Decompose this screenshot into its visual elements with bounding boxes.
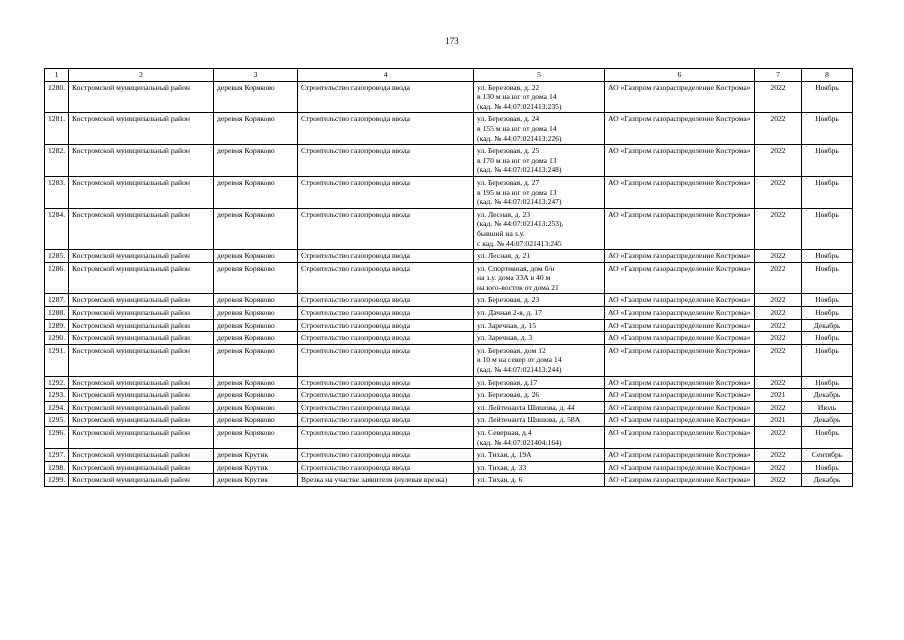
table-row [45,81,853,113]
locality-cell: деревня Коряково [214,262,298,294]
address-cell [474,401,605,414]
address-line: ул. Лейтенанта Шишова, д. 58А [477,415,581,425]
address-cell [474,449,605,462]
year-cell: 2022 [755,449,802,462]
row-number-cell: 1280. [45,81,69,113]
locality-cell: деревня Коряково [214,208,298,249]
address-line: в 195 м на юг от дома 13 [477,187,557,197]
month-cell: Ноябрь [802,427,853,449]
table-row [45,307,853,320]
work-type-cell: Строительство газопровода ввода [298,250,474,263]
address-line: в 10 м на север от дома 14 [477,355,562,365]
address-cell [474,344,605,376]
year-cell: 2022 [755,145,802,177]
header-cell-1: 1 [45,69,69,82]
month-cell: Ноябрь [802,294,853,307]
address-cell [474,427,605,449]
locality-cell: деревня Коряково [214,427,298,449]
district-cell: Костромской муниципальный район [69,176,214,208]
row-number-cell: 1298. [45,461,69,474]
header-cell-6: 6 [605,69,755,82]
organization-cell: АО «Газпром газораспределение Кострома» [605,376,755,389]
month-cell: Ноябрь [802,332,853,345]
locality-cell: деревня Коряково [214,332,298,345]
district-cell: Костромской муниципальный район [69,307,214,320]
row-number-cell: 1294. [45,401,69,414]
district-cell: Костромской муниципальный район [69,474,214,487]
address-line: бывший на з.у. [477,228,525,238]
address-line: (кад. № 44:07:021413:248) [477,165,562,175]
work-type-cell: Строительство газопровода ввода [298,319,474,332]
address-line: в 155 м на юг от дома 14 [477,123,557,133]
address-cell [474,474,605,487]
organization-cell: АО «Газпром газораспределение Кострома» [605,344,755,376]
district-cell: Костромской муниципальный район [69,262,214,294]
work-type-cell: Строительство газопровода ввода [298,449,474,462]
work-type-cell: Строительство газопровода ввода [298,81,474,113]
organization-cell: АО «Газпром газораспределение Кострома» [605,176,755,208]
year-cell: 2022 [755,176,802,208]
year-cell: 2022 [755,344,802,376]
locality-cell: деревня Крутик [214,449,298,462]
row-number-cell: 1293. [45,389,69,402]
district-cell: Костромской муниципальный район [69,414,214,427]
month-cell: Декабрь [802,474,853,487]
month-cell: Ноябрь [802,145,853,177]
address-line: ул. Спортивная, дом б/н [477,263,555,273]
header-cell-3: 3 [214,69,298,82]
district-cell: Костромской муниципальный район [69,427,214,449]
month-cell: Декабрь [802,319,853,332]
table-row [45,427,853,449]
locality-cell: деревня Коряково [214,113,298,145]
work-type-cell: Строительство газопровода ввода [298,145,474,177]
work-type-cell: Строительство газопровода ввода [298,389,474,402]
row-number-cell: 1284. [45,208,69,249]
month-cell: Сентябрь [802,449,853,462]
work-type-cell: Строительство газопровода ввода [298,208,474,249]
address-line: ул. Березовая, д. 26 [477,390,540,400]
address-cell [474,461,605,474]
table-row [45,401,853,414]
address-cell [474,307,605,320]
header-cell-2: 2 [69,69,214,82]
address-line: (кад. № 44:07:021404:164) [477,437,562,447]
year-cell: 2021 [755,389,802,402]
address-line: ул. Дачная 2-я, д. 17 [477,308,542,318]
year-cell: 2022 [755,113,802,145]
address-line: ул. Березовая, д. 24 [477,114,540,124]
address-line: в 170 м на юг от дома 13 [477,155,557,165]
address-line: (кад. № 44:07:021413:235) [477,101,562,111]
month-cell: Декабрь [802,414,853,427]
table-row [45,208,853,249]
district-cell: Костромской муниципальный район [69,389,214,402]
address-line: ул. Тихая, д. 33 [477,462,527,472]
district-cell: Костромской муниципальный район [69,113,214,145]
table-row [45,461,853,474]
table-row [45,113,853,145]
work-type-cell: Строительство газопровода ввода [298,401,474,414]
address-cell [474,176,605,208]
locality-cell: деревня Коряково [214,307,298,320]
organization-cell: АО «Газпром газораспределение Кострома» [605,262,755,294]
table-row [45,145,853,177]
address-cell [474,145,605,177]
locality-cell: деревня Коряково [214,176,298,208]
row-number-cell: 1285. [45,250,69,263]
table-row [45,344,853,376]
table-row [45,294,853,307]
year-cell: 2022 [755,332,802,345]
row-number-cell: 1286. [45,262,69,294]
address-cell [474,319,605,332]
year-cell: 2022 [755,81,802,113]
address-line: ул. Лесная, д. 21 [477,251,531,261]
year-cell: 2022 [755,474,802,487]
organization-cell: АО «Газпром газораспределение Кострома» [605,414,755,427]
row-number-cell: 1296. [45,427,69,449]
organization-cell: АО «Газпром газораспределение Кострома» [605,113,755,145]
month-cell: Декабрь [802,389,853,402]
locality-cell: деревня Коряково [214,81,298,113]
address-line: (кад. № 44:07:021413:253), [477,219,564,229]
work-type-cell: Строительство газопровода ввода [298,461,474,474]
month-cell: Июль [802,401,853,414]
address-line: ул. Березовая, д. 25 [477,146,540,156]
row-number-cell: 1291. [45,344,69,376]
organization-cell: АО «Газпром газораспределение Кострома» [605,319,755,332]
work-type-cell: Строительство газопровода ввода [298,414,474,427]
address-line: ул. Березовая, д.17 [477,377,538,387]
address-cell [474,414,605,427]
address-line: в 130 м на юг от дома 14 [477,92,557,102]
address-line: ул. Березовая, д. 22 [477,82,540,92]
header-row [45,69,853,82]
address-line: на з.у. дома 33А в 40 м [477,273,551,283]
address-line: ул. Березовая, д. 27 [477,177,540,187]
month-cell: Ноябрь [802,461,853,474]
header-cell-4: 4 [298,69,474,82]
organization-cell: АО «Газпром газораспределение Кострома» [605,474,755,487]
address-cell [474,113,605,145]
row-number-cell: 1289. [45,319,69,332]
table-row [45,449,853,462]
work-type-cell: Врезка на участке заявителя (нулевая врезка) [298,474,474,487]
organization-cell: АО «Газпром газораспределение Кострома» [605,307,755,320]
row-number-cell: 1281. [45,113,69,145]
locality-cell: деревня Коряково [214,344,298,376]
year-cell: 2021 [755,414,802,427]
table-row [45,474,853,487]
locality-cell: деревня Крутик [214,461,298,474]
district-cell: Костромской муниципальный район [69,449,214,462]
address-cell [474,81,605,113]
header-cell-7: 7 [755,69,802,82]
address-cell [474,262,605,294]
address-line: с кад. № 44:07:021413:245 [477,238,562,248]
address-line: ул. Лейтенанта Шишова, д. 44 [477,402,575,412]
table-row [45,414,853,427]
locality-cell: деревня Крутик [214,474,298,487]
work-type-cell: Строительство газопровода ввода [298,307,474,320]
year-cell: 2022 [755,294,802,307]
organization-cell: АО «Газпром газораспределение Кострома» [605,332,755,345]
district-cell: Костромской муниципальный район [69,332,214,345]
page-number: 173 [445,36,459,46]
table-row [45,376,853,389]
district-cell: Костромской муниципальный район [69,294,214,307]
year-cell: 2022 [755,208,802,249]
organization-cell: АО «Газпром газораспределение Кострома» [605,208,755,249]
year-cell: 2022 [755,461,802,474]
month-cell: Ноябрь [802,307,853,320]
month-cell: Ноябрь [802,250,853,263]
district-cell: Костромской муниципальный район [69,145,214,177]
address-line: ул. Заречная, д. 15 [477,320,536,330]
address-cell [474,208,605,249]
row-number-cell: 1297. [45,449,69,462]
district-cell: Костромской муниципальный район [69,319,214,332]
row-number-cell: 1282. [45,145,69,177]
district-cell: Костромской муниципальный район [69,208,214,249]
locality-cell: деревня Коряково [214,376,298,389]
table-row [45,176,853,208]
month-cell: Ноябрь [802,81,853,113]
row-number-cell: 1288. [45,307,69,320]
year-cell: 2022 [755,376,802,389]
district-cell: Костромской муниципальный район [69,401,214,414]
table-row [45,262,853,294]
locality-cell: деревня Коряково [214,319,298,332]
organization-cell: АО «Газпром газораспределение Кострома» [605,427,755,449]
gasification-schedule-table [44,68,853,487]
table-row [45,332,853,345]
address-cell [474,250,605,263]
district-cell: Костромской муниципальный район [69,376,214,389]
table-row [45,389,853,402]
row-number-cell: 1290. [45,332,69,345]
organization-cell: АО «Газпром газораспределение Кострома» [605,449,755,462]
address-line: ул. Заречная, д. 3 [477,333,533,343]
row-number-cell: 1287. [45,294,69,307]
table-row [45,319,853,332]
month-cell: Ноябрь [802,262,853,294]
address-cell [474,332,605,345]
address-cell [474,389,605,402]
address-line: ул. Лесная, д. 23 [477,209,531,219]
year-cell: 2022 [755,401,802,414]
year-cell: 2022 [755,262,802,294]
organization-cell: АО «Газпром газораспределение Кострома» [605,81,755,113]
year-cell: 2022 [755,250,802,263]
work-type-cell: Строительство газопровода ввода [298,176,474,208]
organization-cell: АО «Газпром газораспределение Кострома» [605,294,755,307]
work-type-cell: Строительство газопровода ввода [298,376,474,389]
address-line: (кад. № 44:07:021413:244) [477,365,562,375]
header-cell-8: 8 [802,69,853,82]
address-line: ул. Березовая, дом 12 [477,345,546,355]
work-type-cell: Строительство газопровода ввода [298,113,474,145]
locality-cell: деревня Коряково [214,414,298,427]
work-type-cell: Строительство газопровода ввода [298,332,474,345]
row-number-cell: 1295. [45,414,69,427]
organization-cell: АО «Газпром газораспределение Кострома» [605,461,755,474]
district-cell: Костромской муниципальный район [69,81,214,113]
work-type-cell: Строительство газопровода ввода [298,427,474,449]
address-line: ул. Березовая, д. 23 [477,295,540,305]
month-cell: Ноябрь [802,344,853,376]
address-line: ул. Тихая, д. 19А [477,450,532,460]
address-line: ул. Тихая, д. 6 [477,475,523,485]
row-number-cell: 1299. [45,474,69,487]
organization-cell: АО «Газпром газораспределение Кострома» [605,389,755,402]
address-line: на юго-восток от дома 21 [477,282,559,292]
address-cell [474,376,605,389]
work-type-cell: Строительство газопровода ввода [298,294,474,307]
month-cell: Ноябрь [802,208,853,249]
locality-cell: деревня Коряково [214,389,298,402]
year-cell: 2022 [755,319,802,332]
month-cell: Ноябрь [802,376,853,389]
header-cell-5: 5 [474,69,605,82]
address-cell [474,294,605,307]
table-row [45,250,853,263]
year-cell: 2022 [755,427,802,449]
row-number-cell: 1283. [45,176,69,208]
district-cell: Костромской муниципальный район [69,250,214,263]
address-line: ул. Северная, д.4 [477,428,532,437]
district-cell: Костромской муниципальный район [69,461,214,474]
organization-cell: АО «Газпром газораспределение Кострома» [605,401,755,414]
locality-cell: деревня Коряково [214,401,298,414]
locality-cell: деревня Коряково [214,294,298,307]
address-line: (кад. № 44:07:021413:226) [477,133,562,143]
row-number-cell: 1292. [45,376,69,389]
district-cell: Костромской муниципальный район [69,344,214,376]
month-cell: Ноябрь [802,113,853,145]
organization-cell: АО «Газпром газораспределение Кострома» [605,145,755,177]
year-cell: 2022 [755,307,802,320]
work-type-cell: Строительство газопровода ввода [298,262,474,294]
locality-cell: деревня Коряково [214,250,298,263]
locality-cell: деревня Коряково [214,145,298,177]
month-cell: Ноябрь [802,176,853,208]
address-line: (кад. № 44:07:021413:247) [477,197,562,207]
organization-cell: АО «Газпром газораспределение Кострома» [605,250,755,263]
work-type-cell: Строительство газопровода ввода [298,344,474,376]
